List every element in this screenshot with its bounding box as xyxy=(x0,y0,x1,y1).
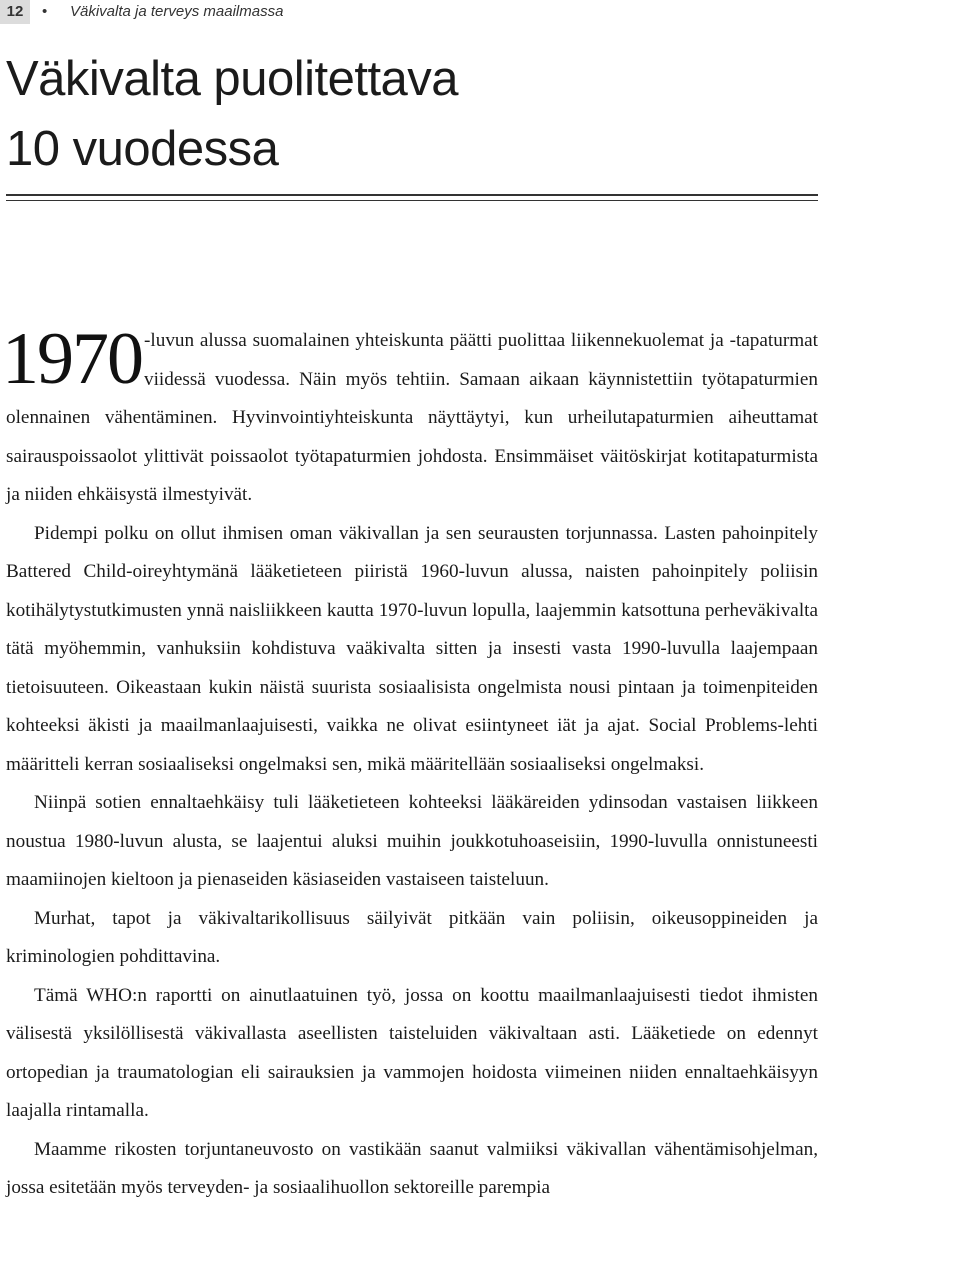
paragraph-6: Maamme rikosten torjuntaneuvosto on vastikään saanut valmiiksi väkivallan vähentämisohjelman, jossa esitetään myös terveyden- ja sosiaalihuollon sektoreille parempia xyxy=(6,1138,818,1198)
rule-line-thin xyxy=(6,200,818,201)
paragraph-2: Pidempi polku on ollut ihmisen oman väkivallan ja sen seurausten torjunnassa. Lasten pahoinpitely Battered Child-oireyhtymänä lääketieteen piiristä 1960-luvun alussa, naisten pahoinpitely poliisin kotihälytystutkimusten ynnä naisliikkeen kautta 1970-luvun lopulla, laajemmin katsottuna perheväkivalta tätä myöhemmin, vanhuksiin kohdistuva vaäkivalta sitten ja insesti vasta 1990-luvulla laajempaan tietoisuuteen. Oikeastaan kukin näistä suurista sosiaalisista ongelmista nousi pintaan ja toimenpiteiden kohteeksi äkisti ja maailmanlaajuisesti, vaikka ne olivat esiintyneet iät ja ajat. Social Problems-lehti määritteli kerran sosiaaliseksi ongelmaksi sen, mikä määritellään sosiaaliseksi ongelmaksi. xyxy=(6,522,818,775)
title-rule xyxy=(6,194,818,201)
paragraph-5: Tämä WHO:n raportti on ainutlaatuinen työ, jossa on koottu maailmanlaajuisesti tiedot ihmisten välisestä yksilöllisestä väkivallasta aseellisten taisteluiden väkivaltaan asti. Lääketiede on edennyt ortopedian ja traumatologian eli sairauksien ja vammojen hoidosta viimeinen niiden ennaltaehkäisyyn laajalla rintamalla. xyxy=(6,984,818,1121)
page-number: 12 xyxy=(0,0,30,24)
page-title xyxy=(6,44,458,184)
title-line-1: Väkivalta puolitettava xyxy=(6,52,459,106)
paragraph-4: Murhat, tapot ja väkivaltarikollisuus säilyivät pitkään vain poliisin, oikeusoppineiden ja kriminologien pohdittavina. xyxy=(6,907,818,967)
running-head xyxy=(0,0,960,24)
drop-cap-year: 1970 xyxy=(2,318,142,400)
paragraph-3: Niinpä sotien ennaltaehkäisy tuli lääketieteen kohteeksi lääkäreiden ydinsodan vastaisen liikkeen noustua 1980-luvun alusta, se laajentui aluksi muihin joukkotuhoaseisiin, 1990-luvulla onnistuneesti maamiinojen kieltoon ja pienaseiden käsiaseiden vastaiseen taisteluun. xyxy=(6,792,818,890)
paragraph-1 xyxy=(2,318,818,515)
bullet-separator: • xyxy=(42,3,48,20)
section-title: Väkivalta ja terveys maailmassa xyxy=(70,3,284,20)
paragraph-1-text: -luvun alussa suomalainen yhteiskunta päätti puolittaa liikennekuolemat ja -tapaturmat viidessä vuodessa. Näin myös tehtiin. Samaan aikaan käynnistettiin työtapaturmien olennainen vähentäminen. Hyvinvointiyhteiskunta näyttäytyi, kun urheilutapaturmien aiheuttamat sairauspoissaolot ylittivät poissaolot työtapaturmien johdosta. Ensimmäiset väitöskirjat kotitapaturmista ja niiden ehkäisystä ilmestyivät. xyxy=(6,330,818,505)
article-body xyxy=(2,318,818,1208)
rule-line-thick xyxy=(6,194,818,196)
title-line-2: 10 vuodessa xyxy=(6,122,279,176)
